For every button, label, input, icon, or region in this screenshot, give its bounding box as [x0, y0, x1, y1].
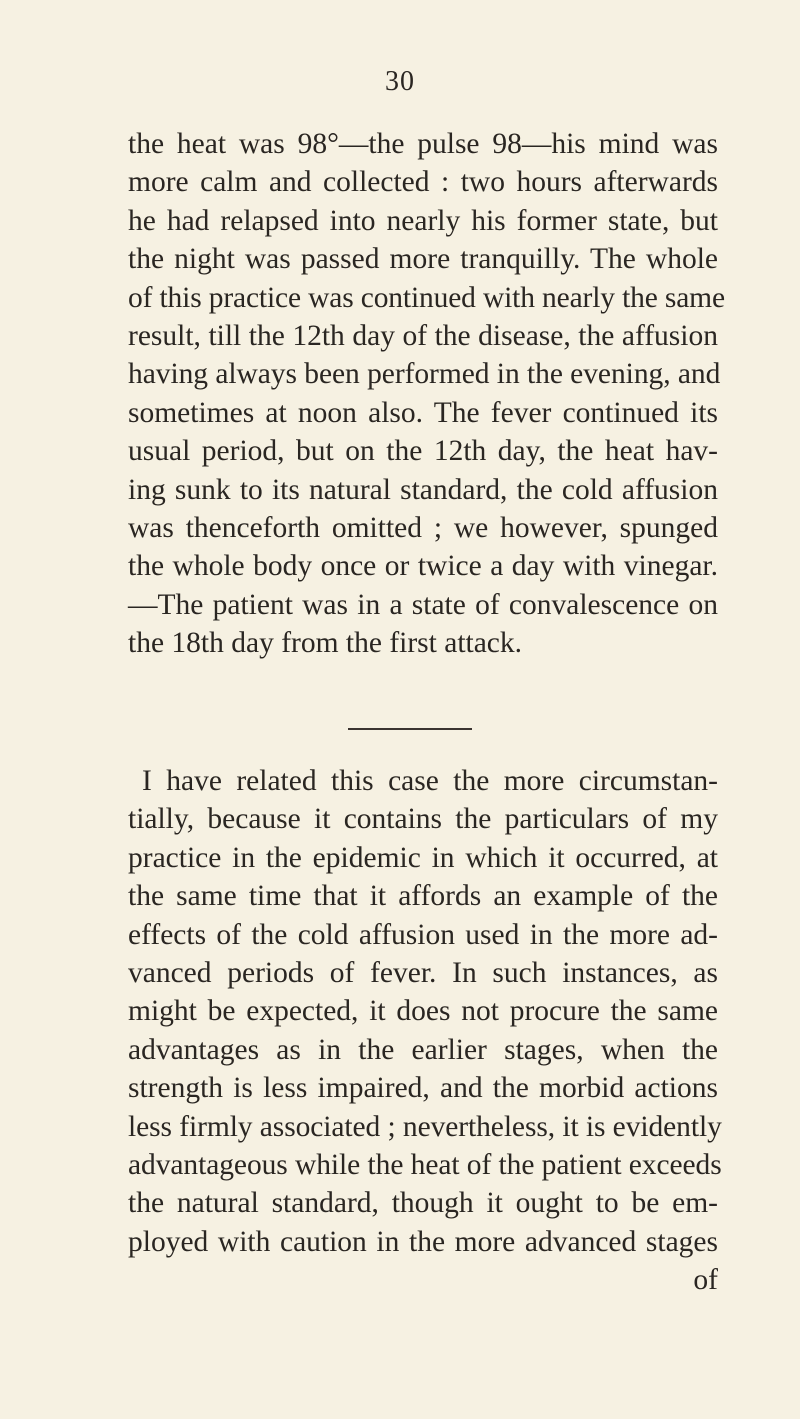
text-line: might be expected, it does not procure the same: [128, 995, 718, 1028]
text-line: he had relapsed into nearly his former state, but: [128, 204, 718, 237]
section-divider: [348, 728, 472, 730]
text-line: I have related this case the more circumstan-: [142, 765, 718, 797]
text-line: the 18th day from the first attack.: [128, 627, 523, 660]
text-line: strength is less impaired, and the morbid actions: [128, 1072, 718, 1105]
paragraph-case-narrative: [128, 125, 725, 663]
text-line: the natural standard, though it ought to be em-: [128, 1187, 718, 1220]
text-line: less firmly associated ; nevertheless, it is evidently: [128, 1110, 722, 1143]
text-line: of this practice was continued with nearly the same: [128, 281, 725, 314]
text-line: ing sunk to its natural standard, the cold affusion: [128, 473, 718, 506]
page-number: 30: [385, 66, 415, 97]
catchword: of: [693, 1264, 718, 1297]
text-line: the same time that it affords an example of the: [128, 880, 718, 913]
text-line: advantageous while the heat of the patient exceeds: [128, 1149, 722, 1182]
text-line: ployed with caution in the more advanced stages: [128, 1225, 718, 1258]
paragraph-commentary: [128, 762, 722, 1300]
text-line: more calm and collected : two hours afterwards: [128, 166, 718, 199]
text-line: advantages as in the earlier stages, when the: [128, 1033, 718, 1066]
text-line: result, till the 12th day of the disease, the affusion: [128, 320, 718, 353]
text-line: tially, because it contains the particulars of my: [128, 803, 718, 836]
text-line: having always been performed in the evening, and: [128, 358, 721, 391]
text-line: effects of the cold affusion used in the more ad-: [128, 918, 718, 951]
text-line: the heat was 98°—the pulse 98—his mind was: [128, 128, 718, 160]
text-line: the night was passed more tranquilly. The whole: [128, 243, 718, 276]
text-line: was thenceforth omitted ; we however, spunged: [128, 512, 718, 545]
text-line: —The patient was in a state of convalescence on: [128, 588, 718, 621]
text-line: usual period, but on the 12th day, the heat hav-: [128, 435, 718, 468]
text-line: vanced periods of fever. In such instances, as: [128, 957, 718, 990]
text-line: the whole body once or twice a day with vinegar.: [128, 550, 718, 583]
text-line: practice in the epidemic in which it occurred, at: [128, 841, 718, 874]
text-line: sometimes at noon also. The fever continued its: [128, 396, 718, 429]
